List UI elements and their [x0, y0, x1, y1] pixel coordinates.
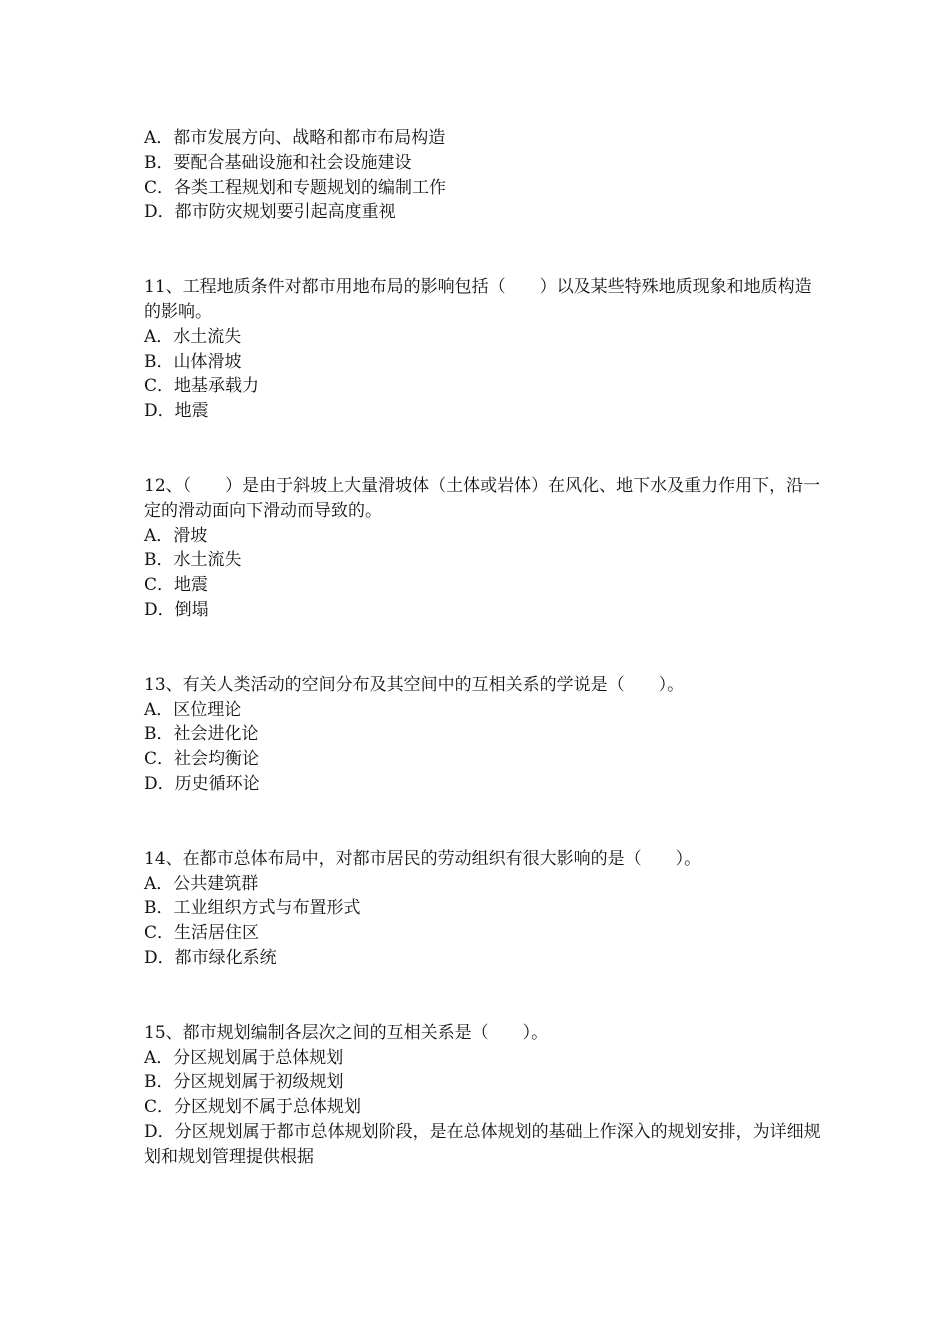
option-c: C．生活居住区	[144, 923, 260, 944]
option-a: A．区位理论	[144, 699, 242, 720]
question-stem: 11、工程地质条件对都市用地布局的影响包括（ ）以及某些特殊地质现象和地质构造的影响。	[144, 277, 812, 322]
option-c: C．地震	[144, 575, 209, 596]
question-stem: 13、有关人类活动的空间分布及其空间中的互相关系的学说是（ ）。	[144, 674, 685, 695]
option-b: B．分区规划属于初级规划	[144, 1072, 344, 1093]
document-page	[144, 126, 824, 1170]
option-b: B．山体滑坡	[144, 351, 242, 372]
option-a: A．公共建筑群	[144, 873, 259, 894]
option-c: C．各类工程规划和专题规划的编制工作	[144, 177, 447, 198]
question-14	[144, 847, 824, 971]
question-11	[144, 275, 824, 424]
question-13	[144, 673, 824, 797]
option-b: B．水土流失	[144, 550, 242, 571]
option-b: B．社会进化论	[144, 724, 259, 745]
option-d: D．倒塌	[144, 599, 209, 620]
option-d: D．都市防灾规划要引起高度重视	[144, 202, 396, 223]
question-15	[144, 1021, 824, 1170]
option-d: D．历史循环论	[144, 773, 260, 794]
spacer	[144, 797, 824, 847]
option-d: D．分区规划属于都市总体规划阶段，是在总体规划的基础上作深入的规划安排，为详细规划和规划管理提供根据	[144, 1121, 821, 1167]
option-d: D．地震	[144, 401, 209, 422]
option-d: D．都市绿化系统	[144, 947, 277, 968]
question-stem: 14、在都市总体布局中，对都市居民的劳动组织有很大影响的是（ ）。	[144, 848, 702, 869]
question-12	[144, 474, 824, 623]
option-a: A．水土流失	[144, 326, 242, 347]
question-stem: 15、都市规划编制各层次之间的互相关系是（ ）。	[144, 1022, 549, 1043]
option-a: A．滑坡	[144, 525, 208, 546]
option-c: C．分区规划不属于总体规划	[144, 1097, 362, 1118]
spacer	[144, 225, 824, 275]
spacer	[144, 424, 824, 474]
option-b: B．工业组织方式与布置形式	[144, 898, 361, 919]
spacer	[144, 971, 824, 1021]
option-b: B．要配合基础设施和社会设施建设	[144, 152, 412, 173]
option-a: A．都市发展方向、战略和都市布局构造	[144, 128, 446, 148]
option-c: C．社会均衡论	[144, 749, 260, 770]
question-stem: 12、（ ）是由于斜坡上大量滑坡体（土体或岩体）在风化、地下水及重力作用下，沿一定的滑动面向下滑动而导致的。	[144, 475, 821, 521]
lead-option-list	[144, 126, 824, 225]
spacer	[144, 623, 824, 673]
option-a: A．分区规划属于总体规划	[144, 1047, 344, 1068]
option-c: C．地基承载力	[144, 376, 260, 397]
